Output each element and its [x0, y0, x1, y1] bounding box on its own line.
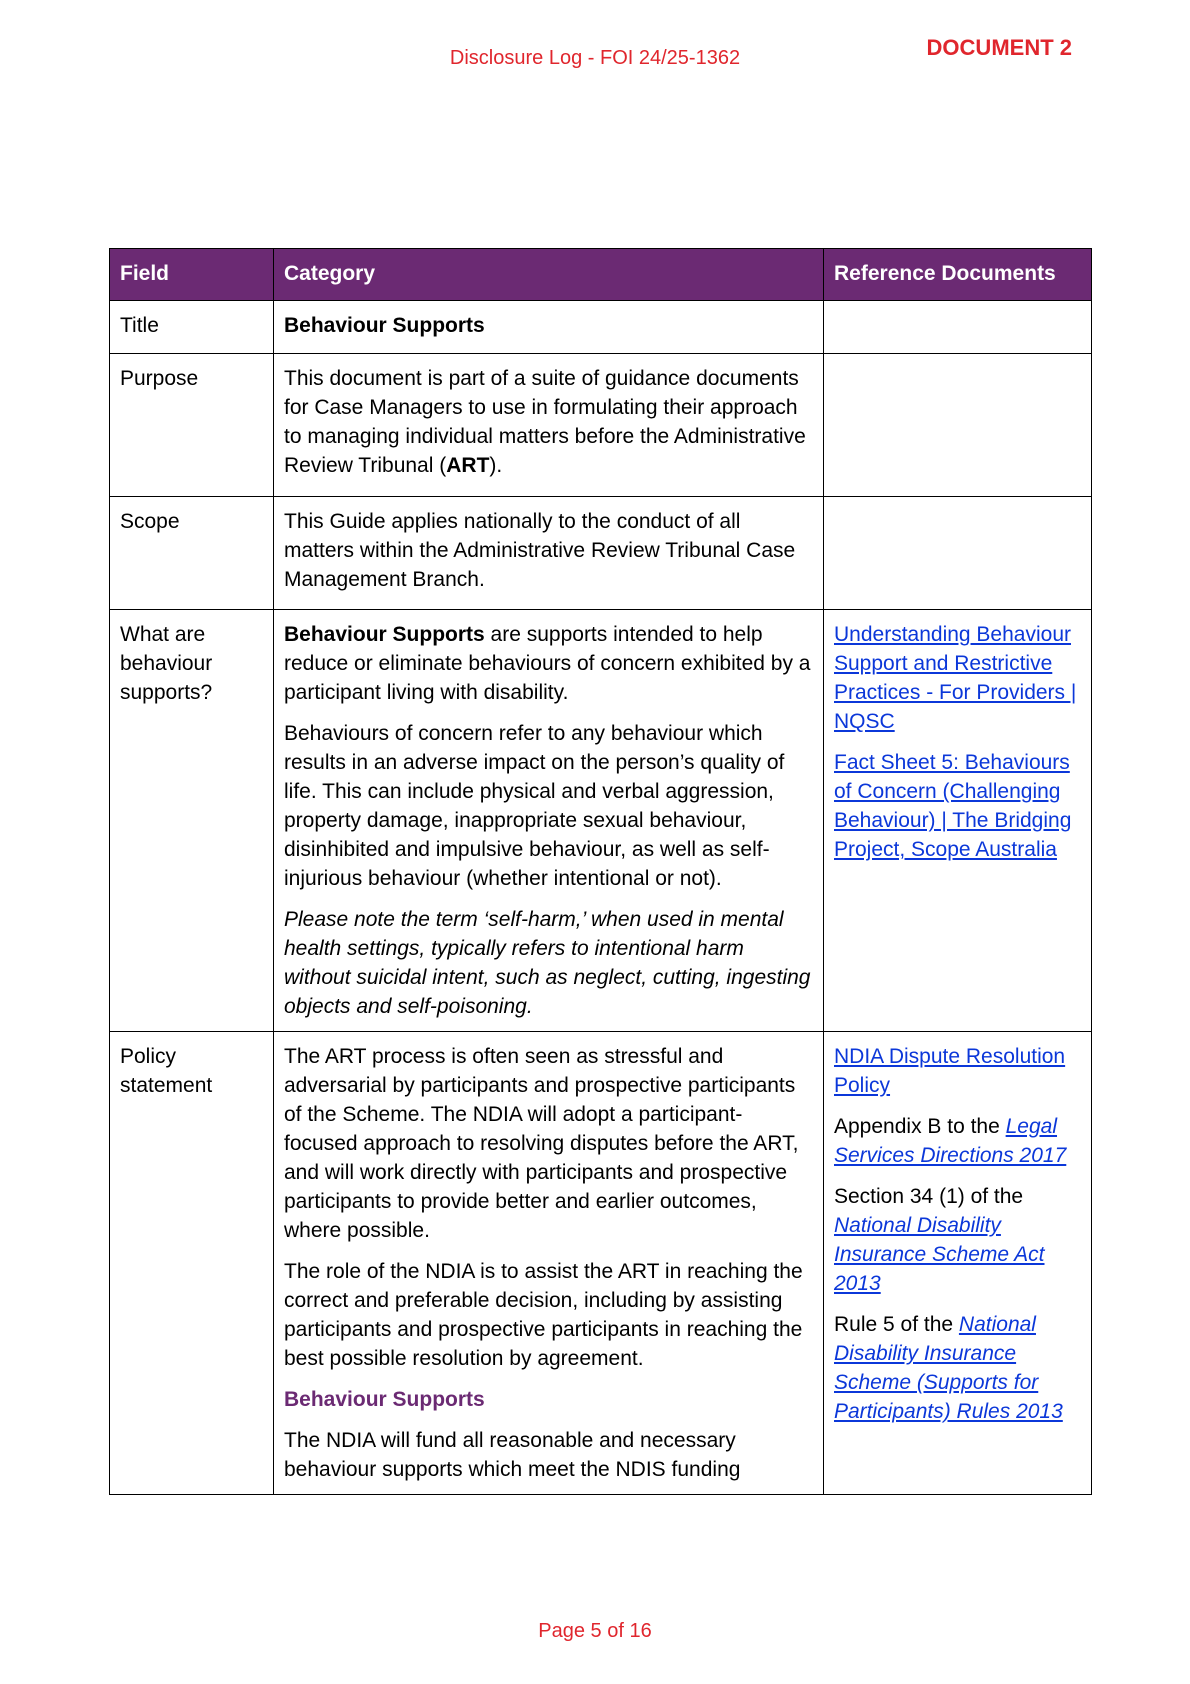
field-policy-statement: Policy statement: [110, 1032, 274, 1495]
behaviour-paragraph-3: Please note the term ‘self-harm,’ when used in mental health settings, typically refers to intentional harm without suicidal intent, such as neglect, cutting, ingesting objects and self-poisoning.: [284, 908, 811, 1018]
policy-paragraph-3: The NDIA will fund all reasonable and necessary behaviour supports which meet the NDIS funding: [284, 1429, 741, 1481]
behaviour-supports-term: Behaviour Supports: [284, 623, 485, 646]
document-label: DOCUMENT 2: [926, 35, 1072, 60]
ref-section-34-prefix: Section 34 (1) of the: [834, 1185, 1024, 1208]
purpose-text-end: ).: [489, 454, 503, 477]
behaviour-paragraph-2: Behaviours of concern refer to any behaviour which results in an adverse impact on the person’s quality of life. This can include physical and verbal aggression, property damage, inappropriate sexual behaviour, disinhibited and impulsive behaviour, as well as self-injurious behaviour (whether intentional or not).: [284, 722, 785, 890]
refs-policy-statement: [824, 1032, 1092, 1495]
refs-behaviour-supports: [824, 610, 1092, 1032]
link-understanding-behaviour-support[interactable]: Understanding Behaviour Support and Restrictive Practices - For Providers | NQSC: [834, 623, 1077, 733]
purpose-art-abbrev: ART: [446, 454, 490, 477]
header-field: Field: [110, 249, 274, 301]
table-row-policy-statement: [110, 1032, 1092, 1495]
category-purpose: [274, 354, 824, 497]
behaviour-paragraph-1: [284, 620, 813, 707]
table-row-title: [110, 301, 1092, 354]
link-ndis-supports-rules-2013[interactable]: National Disability Insurance Scheme (Supports for Participants) Rules 2013: [834, 1313, 1063, 1423]
guidance-table: [109, 248, 1092, 1495]
ref-appendix-b-prefix: Appendix B to the: [834, 1115, 1006, 1138]
page-number: Page 5 of 16: [538, 1620, 652, 1642]
disclosure-log-header: Disclosure Log - FOI 24/25-1362: [449, 47, 741, 69]
link-legal-services-directions[interactable]: Legal Services Directions 2017: [834, 1115, 1067, 1167]
table-row-purpose: [110, 354, 1092, 497]
header-reference-documents: Reference Documents: [824, 249, 1092, 301]
policy-subheading: Behaviour Supports: [284, 1388, 485, 1411]
field-title: Title: [110, 301, 274, 354]
link-ndia-dispute-resolution-policy[interactable]: NDIA Dispute Resolution Policy: [834, 1045, 1066, 1097]
policy-paragraph-2: The role of the NDIA is to assist the ART in reaching the correct and preferable decision, including by assisting participants and prospective participants in reaching the best possible resolution by agreement.: [284, 1260, 803, 1370]
policy-paragraph-1: The ART process is often seen as stressful and adversarial by participants and prospective participants of the Scheme. The NDIA will adopt a participant-focused approach to resolving disputes before the ART, and will work directly with participants and prospective participants to provide better and earlier outcomes, where possible.: [284, 1045, 799, 1242]
table-row-behaviour-supports: [110, 610, 1092, 1032]
link-fact-sheet-5[interactable]: Fact Sheet 5: Behaviours of Concern (Challenging Behaviour) | The Bridging Project, Scope Australia: [834, 751, 1072, 861]
field-behaviour-supports: What are behaviour supports?: [110, 610, 274, 1032]
header-category: Category: [274, 249, 824, 301]
ref-rule-5-prefix: Rule 5 of the: [834, 1313, 959, 1336]
refs-title: [824, 301, 1092, 354]
table-header-row: [110, 249, 1092, 301]
refs-purpose: [824, 354, 1092, 497]
table-row-scope: [110, 497, 1092, 610]
purpose-text: This document is part of a suite of guidance documents for Case Managers to use in formulating their approach to managing individual matters before the Administrative Review Tribunal (: [284, 367, 806, 477]
category-behaviour-supports: [274, 610, 824, 1032]
category-title: Behaviour Supports: [274, 301, 824, 354]
category-scope: This Guide applies nationally to the conduct of all matters within the Administrative Review Tribunal Case Management Branch.: [274, 497, 824, 610]
field-scope: Scope: [110, 497, 274, 610]
link-ndis-act-2013[interactable]: National Disability Insurance Scheme Act 2013: [834, 1214, 1045, 1295]
category-policy-statement: [274, 1032, 824, 1495]
field-purpose: Purpose: [110, 354, 274, 497]
behaviour-definition: are supports intended to help reduce or eliminate behaviours of concern exhibited by a participant living with disability.: [284, 623, 811, 704]
refs-scope: [824, 497, 1092, 610]
